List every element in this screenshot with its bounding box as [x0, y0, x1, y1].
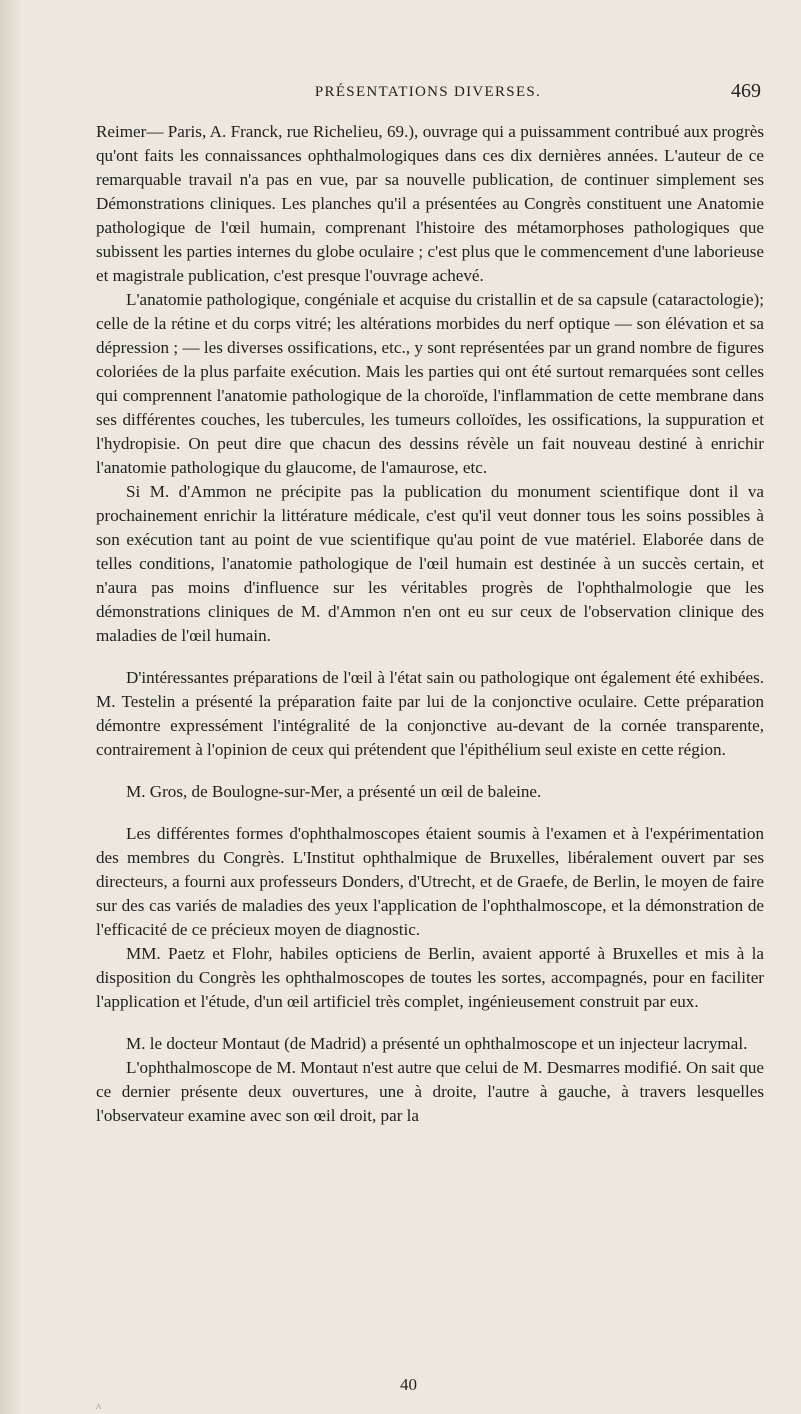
body-text	[96, 120, 764, 1128]
signature-mark: 40	[400, 1375, 417, 1394]
paragraph: L'anatomie pathologique, congéniale et acquise du cristallin et de sa capsule (cataractologie); celle de la rétine et du corps vitré; les altérations morbides du nerf optique — son élévation et sa dépression ; — les diverses ossifications, etc., y sont représentées par un grand nombre de figures coloriées de la plus parfaite exécution. Mais les parties qui ont été surtout remarquées sont celles qui comprennent l'anatomie pathologique de la choroïde, l'inflammation de cette membrane dans ses différentes couches, les tubercules, les tumeurs colloïdes, les ossifications, la suppuration et l'hydropisie. On peut dire que chacun des dessins révèle un fait nouveau destiné à enrichir l'anatomie pathologique du glaucome, de l'amaurose, etc.	[96, 290, 764, 477]
binding-gutter-shadow	[0, 0, 22, 1414]
paragraph: Si M. d'Ammon ne précipite pas la publication du monument scientifique dont il va prochainement enrichir la littérature médicale, c'est qu'il veut donner tous les soins possibles à son exécution tant au point de vue scientifique qu'au point de vue matériel. Elaborée dans de telles conditions, l'anatomie pathologique de l'œil humain est destinée à un succès certain, et n'aura pas moins d'influence sur les véritables progrès de l'ophthalmologie que les démonstrations cliniques de M. d'Ammon n'en ont eu sur ceux de l'observation clinique des maladies de l'œil humain.	[96, 482, 764, 645]
page-number: 469	[731, 80, 761, 102]
paragraph: D'intéressantes préparations de l'œil à l'état sain ou pathologique ont également été exhibées. M. Testelin a présenté la préparation faite par lui de la conjonctive oculaire. Cette préparation démontre expressément l'intégralité de la conjonctive au-devant de la cornée transparente, contrairement à l'opinion de ceux qui prétendent que l'épithélium seul existe en cette région.	[96, 668, 764, 759]
running-head-title: PRÉSENTATIONS DIVERSES.	[314, 84, 542, 100]
paragraph: Reimer— Paris, A. Franck, rue Richelieu, 69.), ouvrage qui a puissamment contribué aux progrès qu'ont faits les connaissances ophthalmologiques dans ces dix dernières années. L'auteur de ce remarquable travail n'a pas en vue, par sa nouvelle publication, de continuer simplement ses Démonstrations cliniques. Les planches qu'il a présentées au Congrès constituent une Anatomie pathologique de l'œil humain, comprenant l'histoire des métamorphoses pathologiques que subissent les parties internes du globe oculaire ; c'est plus que le commencement d'une laborieuse et magistrale publication, c'est presque l'ouvrage achevé.	[96, 122, 764, 285]
paragraph: M. Gros, de Boulogne-sur-Mer, a présenté un œil de baleine.	[126, 782, 542, 801]
paragraph: M. le docteur Montaut (de Madrid) a présenté un ophthalmoscope et un injecteur lacrymal.	[126, 1034, 748, 1053]
paragraph: L'ophthalmoscope de M. Montaut n'est autre que celui de M. Desmarres modifié. On sait que ce dernier présente deux ouvertures, une à droite, l'autre à gauche, à travers lesquelles l'observateur examine avec son œil droit, par la	[96, 1058, 764, 1125]
paragraph: Les différentes formes d'ophthalmoscopes étaient soumis à l'examen et à l'expérimentation des membres du Congrès. L'Institut ophthalmique de Bruxelles, libéralement ouvert par ses directeurs, a fourni aux professeurs Donders, d'Utrecht, et de Graefe, de Berlin, le moyen de faire sur des cas variés de maladies des yeux l'application de l'ophthalmoscope, et la démonstration de l'efficacité de ce précieux moyen de diagnostic.	[96, 824, 764, 939]
paragraph: MM. Paetz et Flohr, habiles opticiens de Berlin, avaient apporté à Bruxelles et mis à la disposition du Congrès les ophthalmoscopes de toutes les sortes, accompagnés, pour en faciliter l'application et l'étude, d'un œil artificiel très complet, ingénieusement construit par eux.	[96, 944, 764, 1011]
running-head	[95, 80, 761, 106]
stray-mark: ^	[96, 1402, 102, 1414]
